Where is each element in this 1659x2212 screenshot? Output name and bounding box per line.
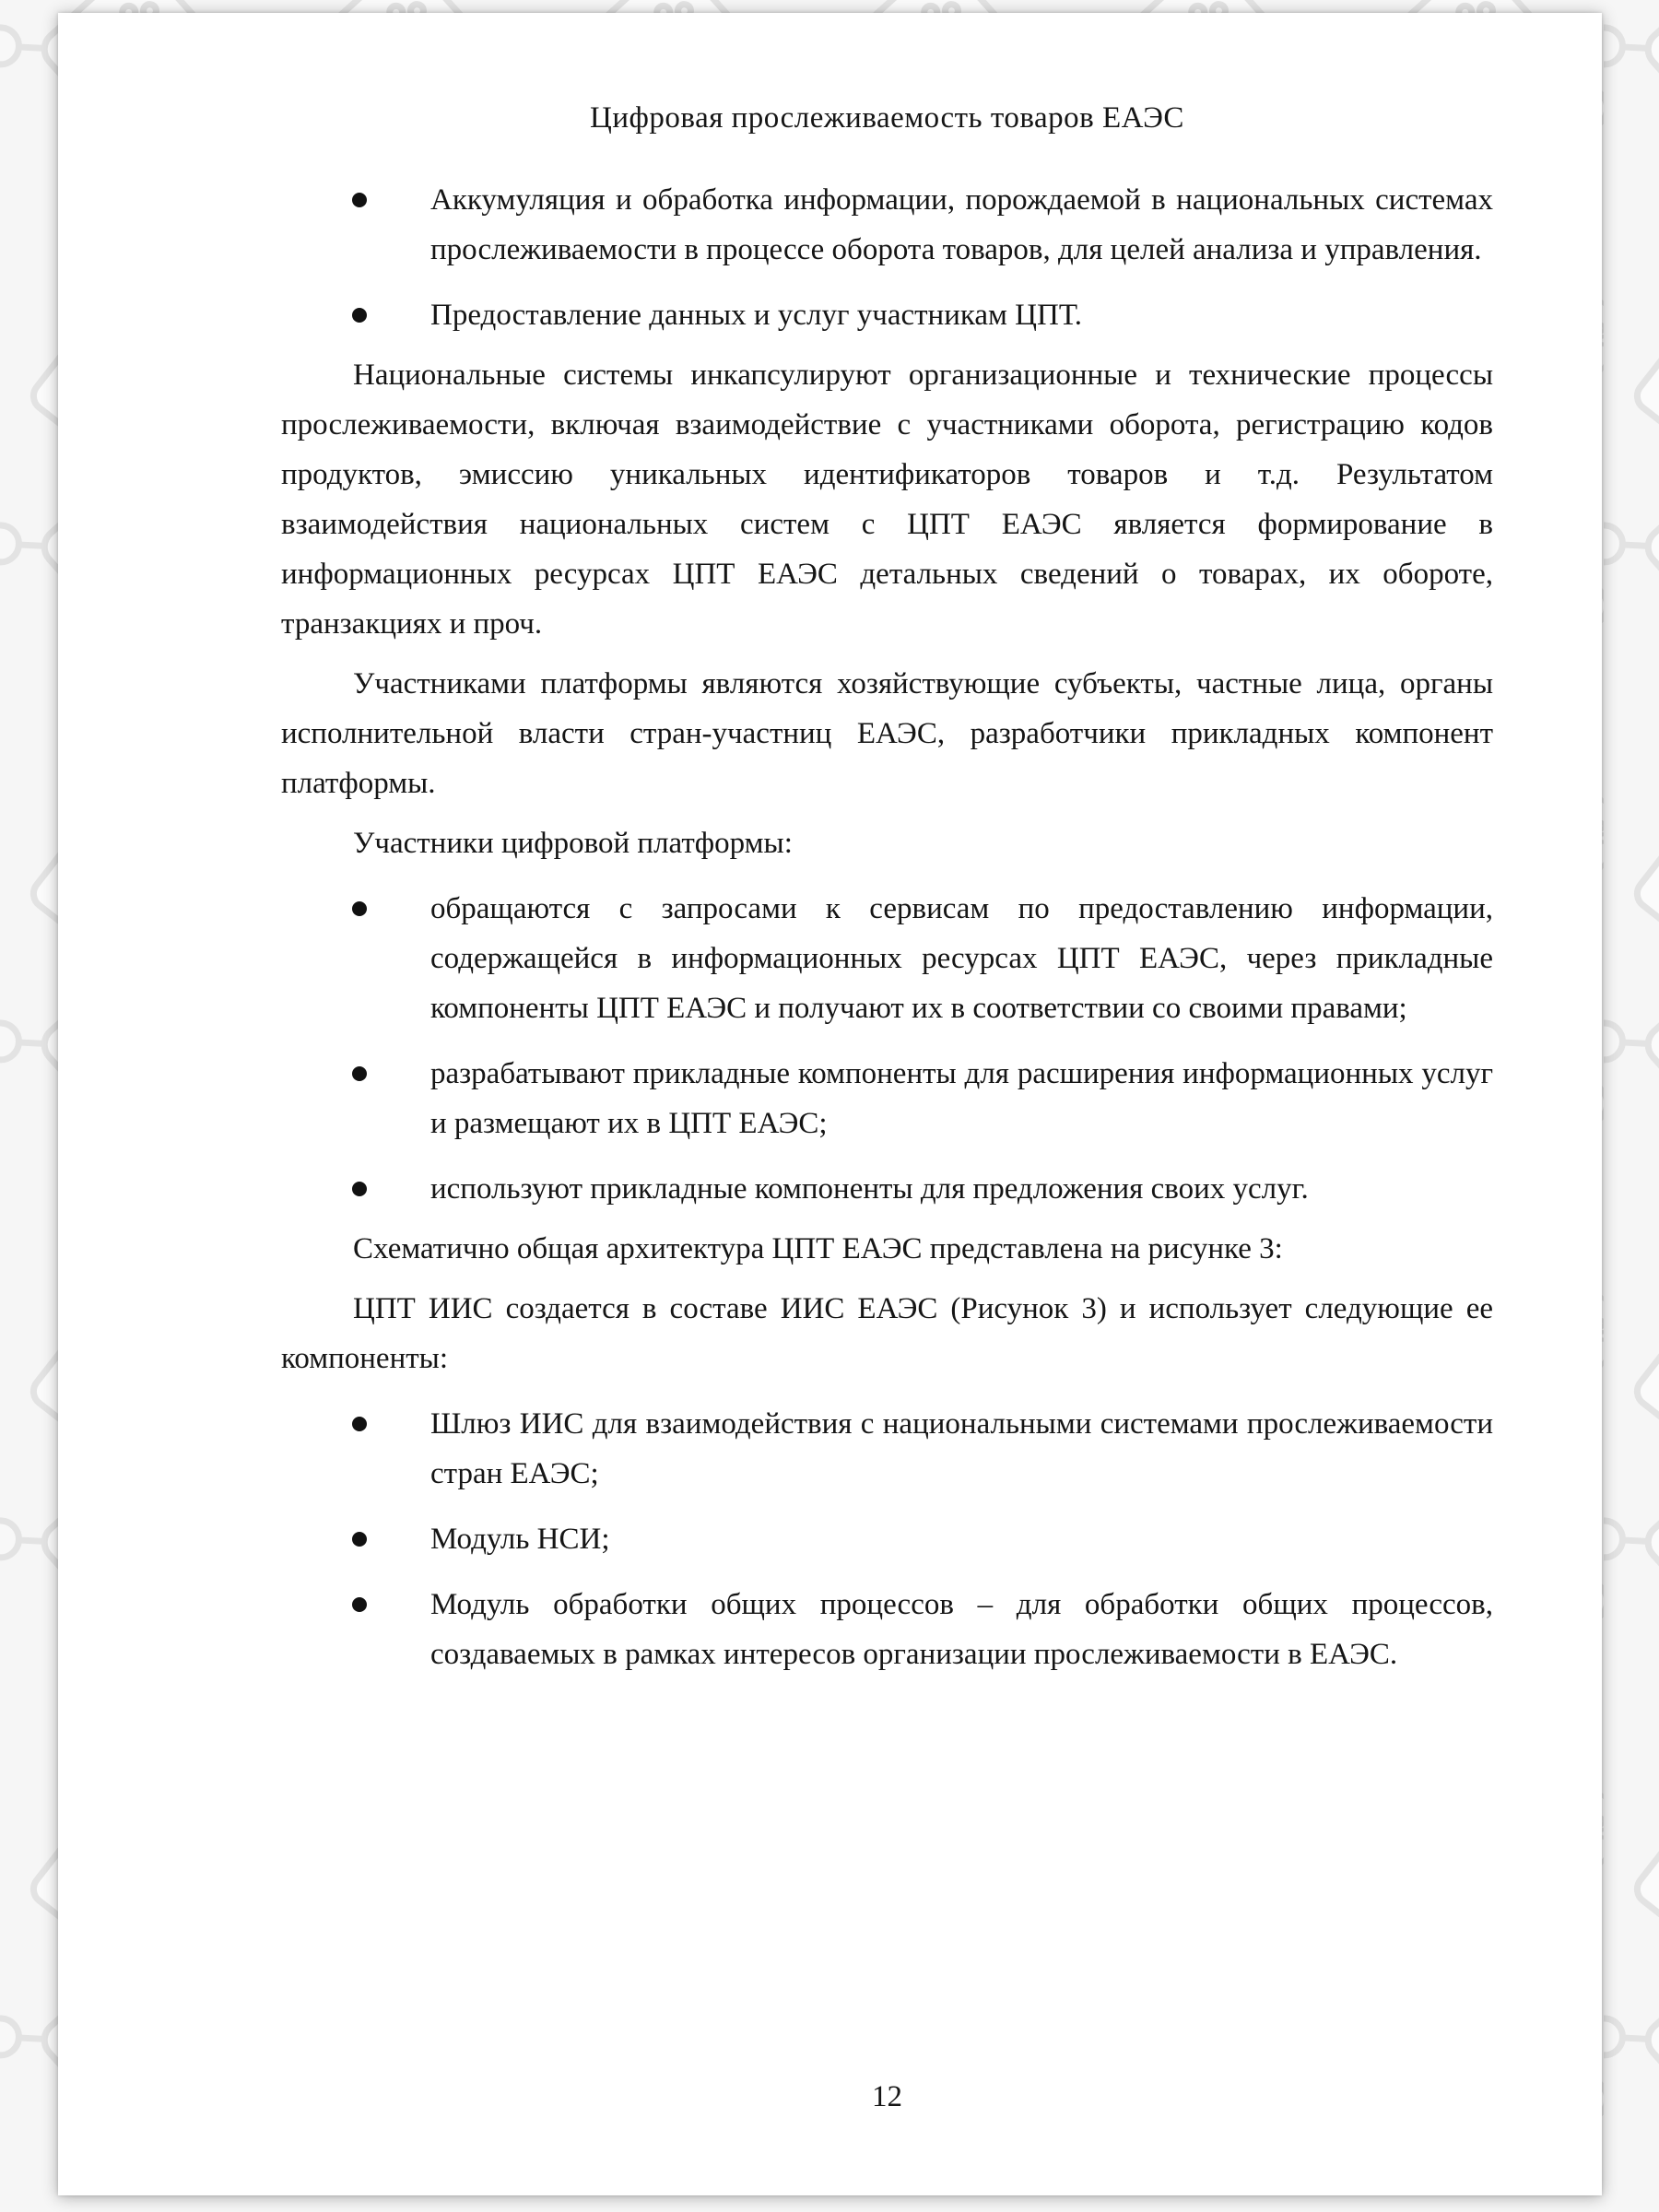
bullet-item [281, 175, 1493, 275]
bullet-item [281, 1049, 1493, 1148]
bullet-icon [352, 1182, 367, 1196]
document-body [281, 175, 1493, 1679]
bullet-icon [352, 308, 367, 323]
bullet-item [281, 1164, 1493, 1214]
bullet-icon [352, 193, 367, 207]
bullet-icon [352, 901, 367, 916]
paragraph: Национальные системы инкапсулируют организационные и технические процессы прослеживаемости, включая взаимодействие с участниками оборота, регистрацию кодов продуктов, эмиссию уникальных идентификаторов товаров и т.д. Результатом взаимодействия национальных систем с ЦПТ ЕАЭС является формирование в информационных ресурсах ЦПТ ЕАЭС детальных сведений о товарах, их обороте, транзакциях и проч. [281, 359, 1493, 641]
bullet-text: разрабатывают прикладные компоненты для расширения информационных услуг и размещают их в ЦПТ ЕАЭС; [430, 1057, 1493, 1140]
bullet-icon [352, 1417, 367, 1431]
document-page [58, 13, 1602, 2195]
bullet-text: обращаются с запросами к сервисам по предоставлению информации, содержащейся в информационных ресурсах ЦПТ ЕАЭС, через прикладные компоненты ЦПТ ЕАЭС и получают их в соответствии со своими правами; [430, 892, 1493, 1025]
bullet-icon [352, 1532, 367, 1547]
bullet-item [281, 290, 1493, 340]
bullet-item [281, 884, 1493, 1033]
paragraph: Участниками платформы являются хозяйствующие субъекты, частные лица, органы исполнительной власти стран-участниц ЕАЭС, разработчики прикладных компонент платформы. [281, 667, 1493, 800]
bullet-item [281, 1514, 1493, 1564]
paragraph: Участники цифровой платформы: [353, 827, 793, 860]
bullet-icon [352, 1597, 367, 1612]
running-header: Цифровая прослеживаемость товаров ЕАЭС [590, 101, 1184, 135]
bullet-text: Шлюз ИИС для взаимодействия с национальными системами прослеживаемости стран ЕАЭС; [430, 1407, 1493, 1490]
bullet-item [281, 1580, 1493, 1679]
paragraph: Схематично общая архитектура ЦПТ ЕАЭС представлена на рисунке 3: [353, 1232, 1283, 1265]
page-number: 12 [872, 2080, 902, 2113]
bullet-text: Модуль НСИ; [430, 1523, 610, 1556]
bullet-text: Аккумуляция и обработка информации, порождаемой в национальных системах прослеживаемости в процессе оборота товаров, для целей анализа и управления. [430, 183, 1493, 266]
bullet-text: Предоставление данных и услуг участникам ЦПТ. [430, 299, 1082, 332]
bullet-text: Модуль обработки общих процессов – для обработки общих процессов, создаваемых в рамках интересов организации прослеживаемости в ЕАЭС. [430, 1588, 1493, 1671]
bullet-icon [352, 1066, 367, 1081]
bullet-item [281, 1399, 1493, 1499]
bullet-text: используют прикладные компоненты для предложения своих услуг. [430, 1172, 1309, 1206]
paragraph: ЦПТ ИИС создается в составе ИИС ЕАЭС (Рисунок 3) и использует следующие ее компоненты: [281, 1292, 1493, 1375]
